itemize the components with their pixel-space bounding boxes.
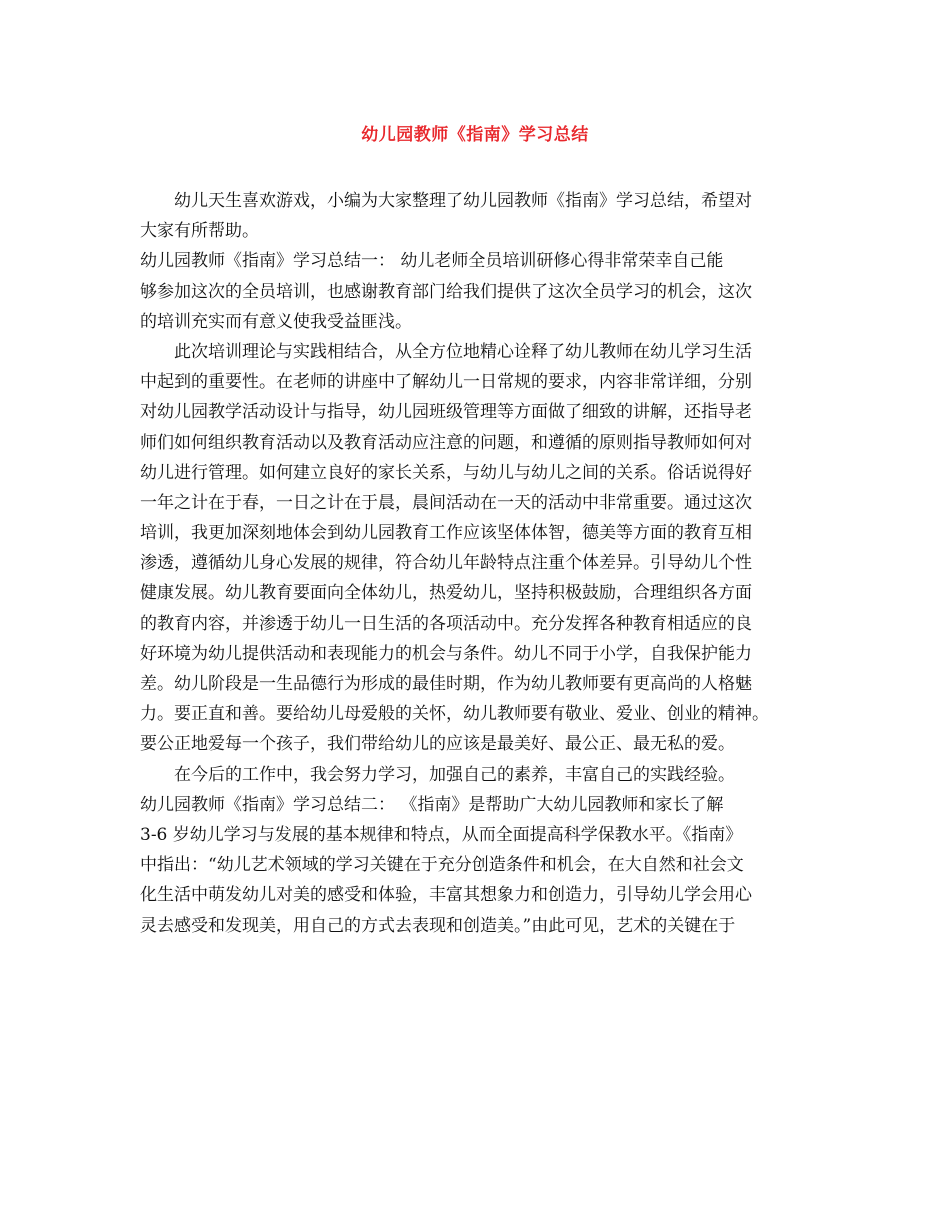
body-line: 力。要正直和善。要给幼儿母爱般的关怀，幼儿教师要有敬业、爱业、创业的精神。 xyxy=(140,704,769,725)
body-line: 幼儿园教师《指南》学习总结二： 《指南》是帮助广大幼儿园教师和家长了解 xyxy=(140,794,724,815)
body-line: 培训，我更加深刻地体会到幼儿园教育工作应该坚体体智，德美等方面的教育互相 xyxy=(140,523,752,544)
body-line: 差。幼儿阶段是一生品德行为形成的最佳时期，作为幼儿教师要有更高尚的人格魅 xyxy=(140,674,752,694)
body-line: 此次培训理论与实践相结合，从全方位地精心诠释了幼儿教师在幼儿学习生活 xyxy=(174,341,752,362)
body-line: 3-6 岁幼儿学习与发展的基本规律和特点，从而全面提高科学保教水平。《指南》 xyxy=(140,824,743,845)
body-line: 要公正地爱每一个孩子，我们带给幼儿的应该是最美好、最公正、最无私的爱。 xyxy=(140,734,735,755)
body-line: 一年之计在于春，一日之计在于晨，晨间活动在一天的活动中非常重要。通过这次 xyxy=(140,492,752,513)
body-line: 大家有所帮助。 xyxy=(140,221,259,242)
body-line: 化生活中萌发幼儿对美的感受和体验，丰富其想象力和创造力，引导幼儿学会用心 xyxy=(140,885,752,906)
document-title: 幼儿园教师《指南》学习总结 xyxy=(361,125,589,145)
body-line: 够参加这次的全员培训，也感谢教育部门给我们提供了这次全员学习的机会，这次 xyxy=(140,281,752,302)
body-line: 好环境为幼儿提供活动和表现能力的机会与条件。幼儿不同于小学，自我保护能力 xyxy=(140,643,752,664)
body-line: 在今后的工作中，我会努力学习，加强自己的素养，丰富自己的实践经验。 xyxy=(174,764,735,785)
body-line: 渗透，遵循幼儿身心发展的规律，符合幼儿年龄特点注重个体差异。引导幼儿个性 xyxy=(140,553,752,574)
body-line: 的教育内容，并渗透于幼儿一日生活的各项活动中。充分发挥各种教育相适应的良 xyxy=(140,613,752,634)
body-line: 幼儿天生喜欢游戏，小编为大家整理了幼儿园教师《指南》学习总结，希望对 xyxy=(174,191,752,211)
body-line: 幼儿进行管理。如何建立良好的家长关系，与幼儿与幼儿之间的关系。俗话说得好 xyxy=(140,462,752,483)
body-line: 师们如何组织教育活动以及教育活动应注意的问题，和遵循的原则指导教师如何对 xyxy=(140,432,752,453)
body-line: 的培训充实而有意义使我受益匪浅。 xyxy=(140,311,412,332)
body-line: 对幼儿园教学活动设计与指导，幼儿园班级管理等方面做了细致的讲解，还指导老 xyxy=(140,402,752,423)
body-line: 中指出：“幼儿艺术领域的学习关键在于充分创造条件和机会，在大自然和社会文 xyxy=(140,855,744,876)
body-line: 健康发展。幼儿教育要面向全体幼儿，热爱幼儿，坚持积极鼓励，合理组织各方面 xyxy=(140,583,752,604)
body-line: 灵去感受和发现美，用自己的方式去表现和创造美。”由此可见，艺术的关键在于 xyxy=(140,915,736,936)
body-line: 中起到的重要性。在老师的讲座中了解幼儿一日常规的要求，内容非常详细，分别 xyxy=(140,372,752,393)
body-line: 幼儿园教师《指南》学习总结一： 幼儿老师全员培训研修心得非常荣幸自己能 xyxy=(140,251,724,272)
document-body xyxy=(140,186,820,941)
